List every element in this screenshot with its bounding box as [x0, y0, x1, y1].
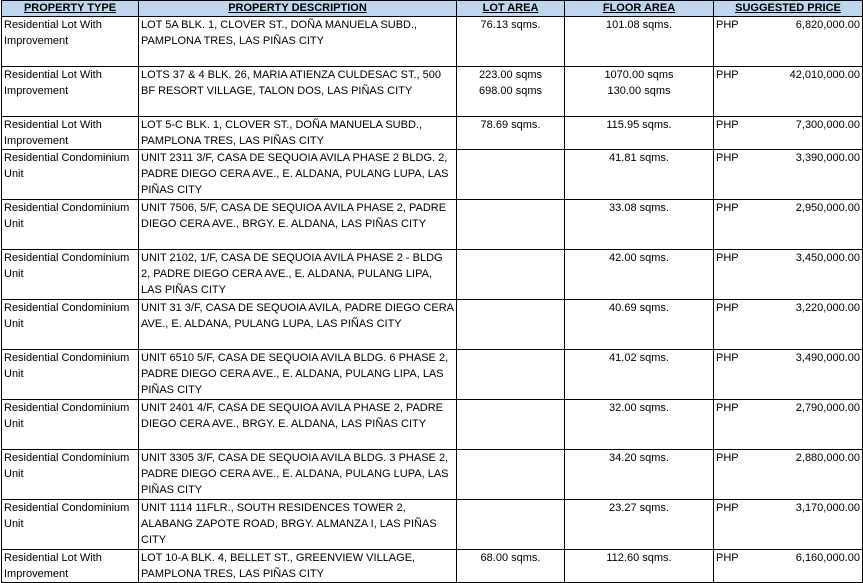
price-currency: PHP — [716, 19, 739, 31]
table-row — [2, 17, 863, 67]
price-currency: PHP — [716, 502, 739, 514]
lot-area-value: 76.13 sqms. — [480, 19, 541, 31]
cell-floor-area — [565, 150, 714, 200]
price-currency: PHP — [716, 202, 739, 214]
price-amount: 3,490,000.00 — [795, 352, 860, 364]
price-currency: PHP — [716, 252, 739, 264]
floor-area-value: 101.08 sqms. — [605, 19, 673, 31]
price-currency: PHP — [716, 119, 739, 131]
price-amount: 3,170,000.00 — [795, 502, 860, 514]
price-amount: 2,880,000.00 — [795, 452, 860, 464]
table-row — [2, 450, 863, 500]
cell-lot-area — [457, 200, 565, 250]
floor-area-value: 41.81 sqms. — [609, 152, 669, 164]
cell-property-description: UNIT 2102, 1/F, CASA DE SEQUOIA AVILA PHASE 2 - BLDG 2, PADRE DIEGO CERA AVE., E. ALDANA, PULANG LIPA, LAS PIÑAS CITY — [139, 250, 457, 300]
cell-lot-area — [457, 150, 565, 200]
floor-area-value: 32.00 sqms. — [609, 402, 669, 414]
price-amount: 42,010,000.00 — [789, 69, 860, 81]
price-currency: PHP — [716, 452, 739, 464]
cell-lot-area — [457, 400, 565, 450]
header-floor-area: FLOOR AREA — [565, 1, 714, 17]
price-currency: PHP — [716, 69, 739, 81]
cell-lot-area — [457, 450, 565, 500]
cell-suggested-price — [714, 350, 863, 400]
cell-floor-area — [565, 250, 714, 300]
cell-suggested-price — [714, 550, 863, 583]
cell-property-type: Residential Condominium Unit — [2, 350, 139, 400]
cell-lot-area — [457, 67, 565, 117]
price-amount: 2,950,000.00 — [795, 202, 860, 214]
cell-floor-area — [565, 200, 714, 250]
cell-property-description: LOT 5A BLK. 1, CLOVER ST., DOÑA MANUELA SUBD., PAMPLONA TRES, LAS PIÑAS CITY — [139, 17, 457, 67]
cell-suggested-price — [714, 117, 863, 150]
cell-suggested-price — [714, 300, 863, 350]
floor-area-value: 1070.00 sqms — [604, 69, 674, 81]
table-row — [2, 300, 863, 350]
price-currency: PHP — [716, 352, 739, 364]
header-property-type: PROPERTY TYPE — [2, 1, 139, 17]
cell-floor-area — [565, 550, 714, 583]
cell-property-description: UNIT 7506, 5/F, CASA DE SEQUIOA AVILA PHASE 2, PADRE DIEGO CERA AVE., BRGY. E. ALDANA, LAS PIÑAS CITY — [139, 200, 457, 250]
table-row — [2, 200, 863, 250]
cell-lot-area — [457, 300, 565, 350]
floor-area-value: 40.69 sqms. — [609, 302, 669, 314]
cell-property-type: Residential Lot With Improvement — [2, 550, 139, 583]
lot-area-value: 68.00 sqms. — [480, 552, 541, 564]
price-amount: 3,450,000.00 — [795, 252, 860, 264]
cell-property-description: LOTS 37 & 4 BLK. 26, MARIA ATIENZA CULDESAC ST., 500 BF RESORT VILLAGE, TALON DOS, LAS PIÑAS CITY — [139, 67, 457, 117]
floor-area-value: 42.00 sqms. — [609, 252, 669, 264]
header-lot-area: LOT AREA — [457, 1, 565, 17]
cell-property-description: LOT 5-C BLK. 1, CLOVER ST., DOÑA MANUELA SUBD., PAMPLONA TRES, LAS PIÑAS CITY — [139, 117, 457, 150]
cell-property-type: Residential Condominium Unit — [2, 200, 139, 250]
cell-suggested-price — [714, 67, 863, 117]
cell-property-type: Residential Lot With Improvement — [2, 117, 139, 150]
lot-area-value-2: 698.00 sqms — [479, 85, 542, 97]
cell-property-description: UNIT 3305 3/F, CASA DE SEQUOIA AVILA BLDG. 3 PHASE 2, PADRE DIEGO CERA AVE., E. ALDANA, PULANG LUPA, LAS PIÑAS CITY — [139, 450, 457, 500]
cell-suggested-price — [714, 150, 863, 200]
cell-property-description: UNIT 2401 4/F, CASA DE SEQUIOA AVILA PHASE 2, PADRE DIEGO CERA AVE., BRGY. E. ALDANA, LAS PIÑAS CITY — [139, 400, 457, 450]
floor-area-value: 41.02 sqms. — [609, 352, 669, 364]
price-amount: 6,820,000.00 — [795, 19, 860, 31]
floor-area-value: 112.60 sqms. — [606, 552, 672, 564]
table-row — [2, 400, 863, 450]
header-row — [2, 1, 863, 17]
cell-property-description: UNIT 6510 5/F, CASA DE SEQUOIA AVILA BLDG. 6 PHASE 2, PADRE DIEGO CERA AVE., E. ALDANA, PULANG LIPA, LAS PIÑAS CITY — [139, 350, 457, 400]
price-currency: PHP — [716, 552, 739, 564]
cell-floor-area — [565, 450, 714, 500]
floor-area-value-2: 130.00 sqms — [607, 85, 671, 97]
cell-floor-area — [565, 350, 714, 400]
cell-lot-area — [457, 350, 565, 400]
cell-suggested-price — [714, 400, 863, 450]
price-currency: PHP — [716, 152, 739, 164]
header-property-description: PROPERTY DESCRIPTION — [139, 1, 457, 17]
table-row — [2, 500, 863, 550]
price-amount: 2,790,000.00 — [795, 402, 860, 414]
table-row — [2, 117, 863, 150]
cell-lot-area — [457, 117, 565, 150]
price-amount: 3,220,000.00 — [795, 302, 860, 314]
price-currency: PHP — [716, 302, 739, 314]
price-amount: 6,160,000.00 — [795, 552, 860, 564]
cell-floor-area — [565, 500, 714, 550]
cell-floor-area — [565, 67, 714, 117]
table-row — [2, 550, 863, 583]
cell-property-type: Residential Lot With Improvement — [2, 17, 139, 67]
cell-floor-area — [565, 400, 714, 450]
price-amount: 7,300,000.00 — [795, 119, 860, 131]
cell-suggested-price — [714, 500, 863, 550]
floor-area-value: 33.08 sqms. — [609, 202, 669, 214]
floor-area-value: 115.95 sqms. — [606, 119, 672, 131]
cell-property-type: Residential Condominium Unit — [2, 500, 139, 550]
cell-property-type: Residential Condominium Unit — [2, 300, 139, 350]
floor-area-value: 23.27 sqms. — [609, 502, 669, 514]
header-suggested-price: SUGGESTED PRICE — [714, 1, 863, 17]
price-currency: PHP — [716, 402, 739, 414]
price-amount: 3,390,000.00 — [795, 152, 860, 164]
table-row — [2, 350, 863, 400]
cell-property-description: UNIT 2311 3/F, CASA DE SEQUOIA AVILA PHASE 2 BLDG. 2, PADRE DIEGO CERA AVE., E. ALDANA, PULANG LUPA, LAS PIÑAS CITY — [139, 150, 457, 200]
cell-lot-area — [457, 500, 565, 550]
cell-property-type: Residential Condominium Unit — [2, 150, 139, 200]
floor-area-value: 34.20 sqms. — [609, 452, 669, 464]
table-row — [2, 67, 863, 117]
cell-floor-area — [565, 17, 714, 67]
lot-area-value: 223.00 sqms — [479, 69, 542, 81]
cell-floor-area — [565, 300, 714, 350]
cell-property-type: Residential Condominium Unit — [2, 450, 139, 500]
cell-lot-area — [457, 250, 565, 300]
cell-suggested-price — [714, 17, 863, 67]
cell-lot-area — [457, 550, 565, 583]
cell-lot-area — [457, 17, 565, 67]
cell-suggested-price — [714, 200, 863, 250]
table-row — [2, 250, 863, 300]
cell-floor-area — [565, 117, 714, 150]
cell-property-description: UNIT 31 3/F, CASA DE SEQUOIA AVILA, PADRE DIEGO CERA AVE., E. ALDANA, PULANG LUPA, LAS PIÑAS CITY — [139, 300, 457, 350]
cell-suggested-price — [714, 250, 863, 300]
lot-area-value: 78.69 sqms. — [480, 119, 541, 131]
property-listing-table — [1, 0, 863, 583]
cell-property-type: Residential Condominium Unit — [2, 250, 139, 300]
cell-property-type: Residential Lot With Improvement — [2, 67, 139, 117]
cell-property-type: Residential Condominium Unit — [2, 400, 139, 450]
table-row — [2, 150, 863, 200]
cell-suggested-price — [714, 450, 863, 500]
cell-property-description: UNIT 1114 11FLR., SOUTH RESIDENCES TOWER 2, ALABANG ZAPOTE ROAD, BRGY. ALMANZA I, LAS PIÑAS CITY — [139, 500, 457, 550]
cell-property-description: LOT 10-A BLK. 4, BELLET ST., GREENVIEW VILLAGE, PAMPLONA TRES, LAS PIÑAS CITY — [139, 550, 457, 583]
